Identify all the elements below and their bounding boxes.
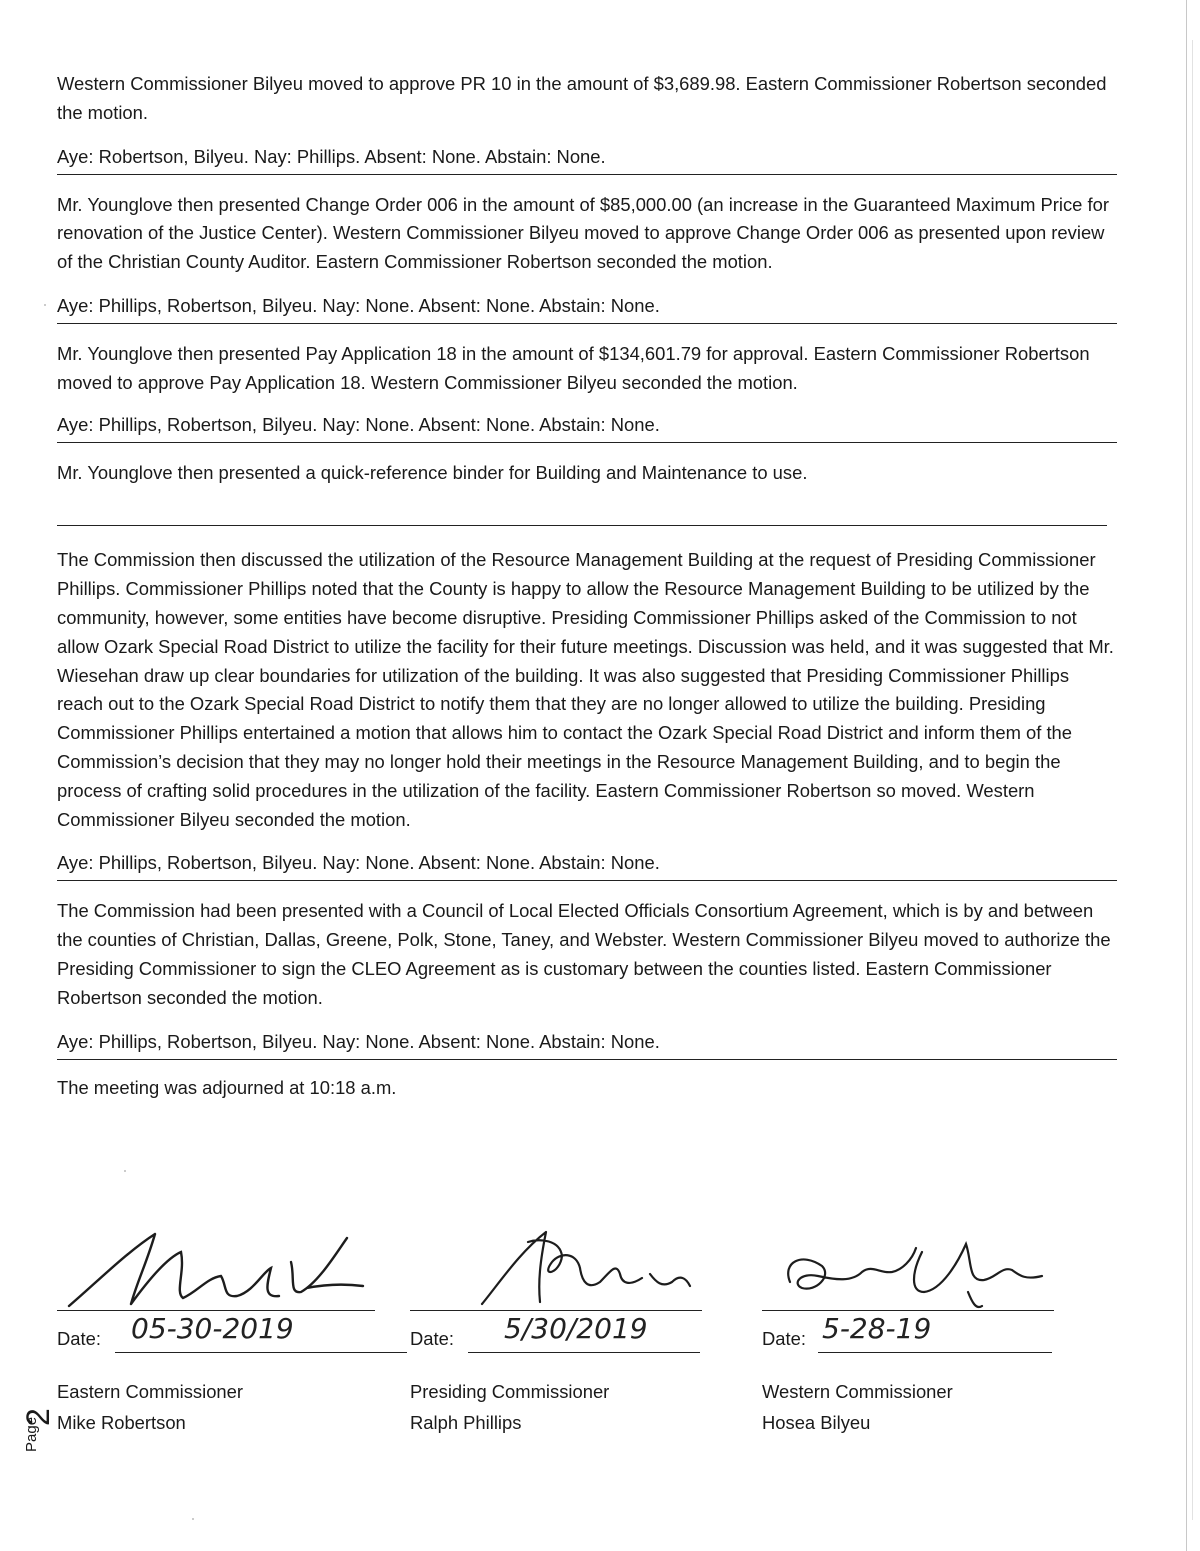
signature-bilyeu (762, 1222, 1062, 1312)
date-label: Date: (57, 1328, 101, 1349)
signature-line (762, 1310, 1054, 1311)
scan-speck (44, 304, 46, 306)
vote-record-resource-building: Aye: Phillips, Robertson, Bilyeu. Nay: None. Absent: None. Abstain: None. (57, 852, 660, 874)
signer-role: Western Commissioner (762, 1381, 953, 1402)
signature-block-western (762, 1222, 1062, 1433)
page-number-label (6, 1386, 56, 1456)
handwritten-signature-icon (410, 1222, 710, 1314)
paragraph-change-order: Mr. Younglove then presented Change Order 006 in the amount of $85,000.00 (an increase in the Guaranteed Maximum Price for renovation of the Justice Center). Western Commissioner Bilyeu moved to approve Change Order 006 as presented upon review of the Christian County Auditor. Eastern Commissioner Robertson seconded the motion. (57, 193, 1109, 273)
signer-title (410, 1376, 609, 1438)
signer-role: Eastern Commissioner (57, 1381, 244, 1402)
page-label-text: Page (23, 1416, 40, 1452)
paragraph-pay-application: Mr. Younglove then presented Pay Application 18 in the amount of $134,601.79 for approval. Eastern Commissioner Robertson moved to approve Pay Application 18. Western Commissioner Bilyeu seconded the motion. (57, 342, 1090, 393)
signature-block-presiding (410, 1222, 710, 1433)
vote-record-cleo-agreement: Aye: Phillips, Robertson, Bilyeu. Nay: None. Absent: None. Abstain: None. (57, 1030, 660, 1052)
scan-speck (124, 1170, 126, 1172)
signer-role: Presiding Commissioner (410, 1381, 610, 1402)
minutes-body (57, 70, 1117, 1102)
signature-phillips (410, 1222, 710, 1312)
date-label: Date: (410, 1328, 454, 1349)
page-number: 2 (20, 1408, 56, 1426)
date-line (468, 1352, 700, 1353)
scan-edge-line (1186, 0, 1187, 1551)
adjournment-note: The meeting was adjourned at 10:18 a.m. (57, 1076, 397, 1098)
handwritten-date: 05-30-2019 (131, 1312, 294, 1345)
signer-name: Ralph Phillips (410, 1412, 522, 1433)
vote-record-pay-application: Aye: Phillips, Robertson, Bilyeu. Nay: None. Absent: None. Abstain: None. (57, 413, 660, 435)
scan-edge-line (1192, 40, 1193, 1520)
date-line (818, 1352, 1052, 1353)
paragraph-pr10: Western Commissioner Bilyeu moved to approve PR 10 in the amount of $3,689.98. Eastern Commissioner Robertson seconded the motion. (57, 73, 1107, 123)
signature-block-eastern (57, 1222, 357, 1433)
signer-name: Hosea Bilyeu (762, 1412, 871, 1433)
signature-robertson (57, 1222, 357, 1312)
handwritten-date: 5/30/2019 (504, 1312, 648, 1345)
scan-speck (192, 1518, 194, 1520)
signature-line (410, 1310, 702, 1311)
signer-name: Mike Robertson (57, 1412, 186, 1433)
date-label: Date: (762, 1328, 806, 1349)
handwritten-signature-icon (762, 1222, 1062, 1314)
vote-record-pr10: Aye: Robertson, Bilyeu. Nay: Phillips. Absent: None. Abstain: None. (57, 145, 606, 167)
handwritten-date: 5-28-19 (822, 1312, 932, 1345)
signature-line (57, 1310, 375, 1311)
handwritten-signature-icon (57, 1222, 377, 1314)
signer-title (57, 1376, 243, 1438)
vote-record-change-order: Aye: Phillips, Robertson, Bilyeu. Nay: None. Absent: None. Abstain: None. (57, 294, 660, 316)
paragraph-resource-building: The Commission then discussed the utilization of the Resource Management Building at the request of Presiding Commissioner Phillips. Commissioner Phillips noted that the County is happy to allow the Resource Management Building to be utilized by the community, however, some entities have become disruptive. Presiding Commissioner Phillips asked of the Commission to not allow Ozark Special Road District to utilize the facility for their future meetings. Discussion was held, and it was suggested that Mr. Wiesehan draw up clear boundaries for utilization of the building. It was also suggested that Presiding Commissioner Phillips reach out to the Ozark Special Road District to notify them that they are no longer allowed to utilize the building. Presiding Commissioner Phillips entertained a motion that allows him to contact the Ozark Special Road District and inform them of the Commission’s decision that they may no longer hold their meetings in the Resource Management Building, and to begin the process of crafting solid procedures in the utilization of the facility. Eastern Commissioner Robertson so moved. Western Commissioner Bilyeu seconded the motion. (57, 549, 1114, 830)
paragraph-cleo-agreement: The Commission had been presented with a Council of Local Elected Officials Consortium Agreement, which is by and between the counties of Christian, Dallas, Greene, Polk, Stone, Taney, and Webster. Western Commissioner Bilyeu moved to authorize the Presiding Commissioner to sign the CLEO Agreement as is customary between the counties listed. Eastern Commissioner Robertson seconded the motion. (57, 900, 1111, 1008)
paragraph-binder: Mr. Younglove then presented a quick-reference binder for Building and Maintenance to use. (57, 461, 808, 483)
signer-title (762, 1376, 953, 1438)
date-line (115, 1352, 407, 1353)
